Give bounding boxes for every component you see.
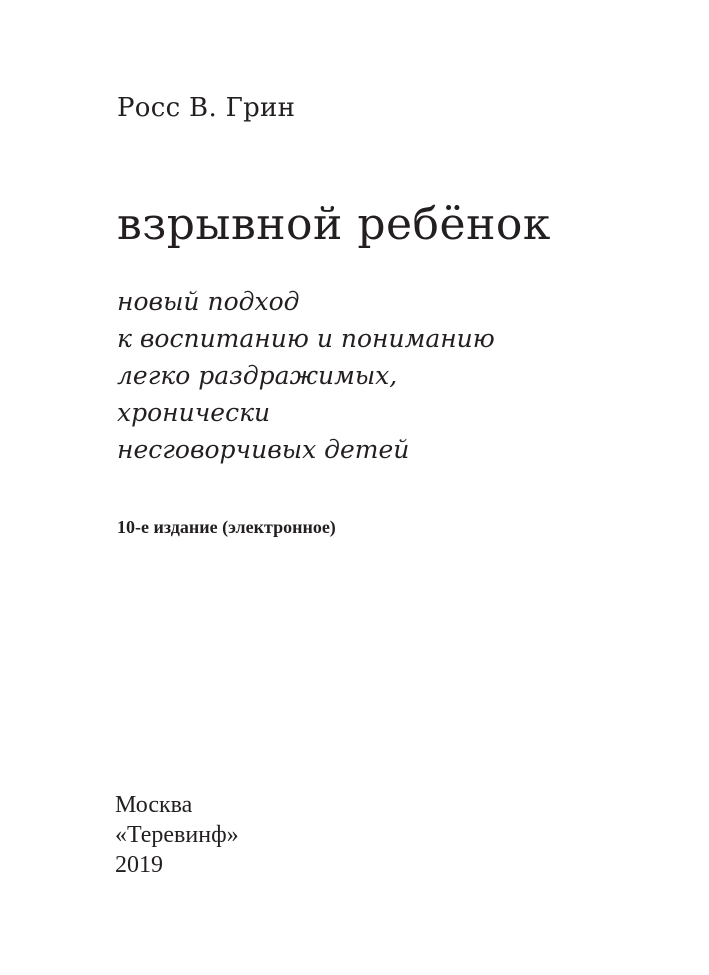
book-subtitle [117, 283, 495, 468]
imprint-city: Москва [115, 792, 193, 818]
subtitle-line: легко раздражимых, [117, 361, 398, 390]
author-name: Росс В. Грин [117, 93, 296, 123]
imprint-publisher: «Теревинф» [115, 822, 239, 848]
imprint [115, 790, 239, 880]
edition-note: 10-е издание (электронное) [117, 517, 336, 537]
subtitle-line: хронически [117, 398, 271, 427]
subtitle-line: новый подход [117, 287, 300, 316]
book-title: взрывной ребёнок [117, 199, 551, 250]
subtitle-line: к воспитанию и пониманию [117, 324, 495, 353]
imprint-year: 2019 [115, 852, 163, 878]
subtitle-line: несговорчивых детей [117, 435, 410, 464]
